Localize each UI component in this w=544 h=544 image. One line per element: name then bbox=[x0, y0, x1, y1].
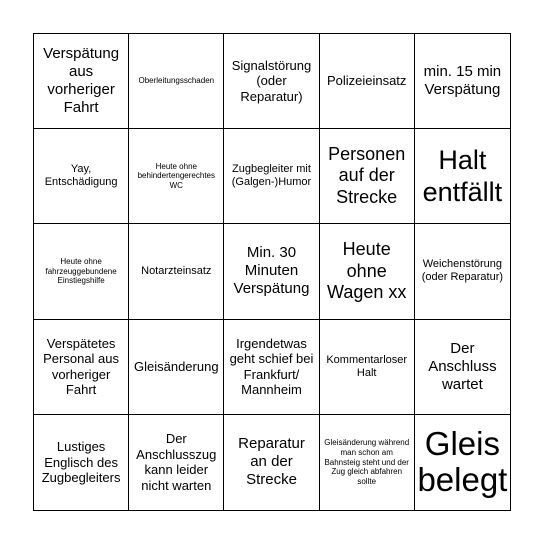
bingo-cell[interactable]: Polizeieinsatz bbox=[320, 34, 415, 129]
bingo-cell[interactable]: Der Anschluss wartet bbox=[415, 320, 510, 415]
bingo-cell[interactable]: Heute ohne fahrzeuggebundene Einstiegshilfe bbox=[34, 224, 129, 319]
bingo-cell[interactable]: Notarzteinsatz bbox=[129, 224, 224, 319]
bingo-cell[interactable]: Irgendetwas geht schief bei Frankfurt/ Mannheim bbox=[224, 320, 319, 415]
bingo-cell[interactable]: Personen auf der Strecke bbox=[320, 129, 415, 224]
bingo-cell[interactable]: Kommentarloser Halt bbox=[320, 320, 415, 415]
bingo-cell[interactable]: Oberleitungsschaden bbox=[129, 34, 224, 129]
bingo-cell[interactable]: min. 15 min Verspätung bbox=[415, 34, 510, 129]
bingo-cell[interactable]: Heute ohne Wagen xx bbox=[320, 224, 415, 319]
bingo-cell[interactable]: Gleisänderung bbox=[129, 320, 224, 415]
bingo-cell[interactable]: Weichenstörung (oder Reparatur) bbox=[415, 224, 510, 319]
bingo-cell[interactable]: Verspätung aus vorheriger Fahrt bbox=[34, 34, 129, 129]
bingo-cell[interactable]: Der Anschlusszug kann leider nicht warten bbox=[129, 415, 224, 510]
bingo-board bbox=[33, 33, 511, 511]
bingo-cell[interactable]: Min. 30 Minuten Verspätung bbox=[224, 224, 319, 319]
bingo-cell[interactable]: Yay, Entschädigung bbox=[34, 129, 129, 224]
bingo-cell[interactable]: Reparatur an der Strecke bbox=[224, 415, 319, 510]
bingo-cell[interactable]: Signalstörung (oder Reparatur) bbox=[224, 34, 319, 129]
bingo-cell[interactable]: Lustiges Englisch des Zugbegleiters bbox=[34, 415, 129, 510]
bingo-cell[interactable]: Zugbegleiter mit (Galgen-)Humor bbox=[224, 129, 319, 224]
bingo-cell[interactable]: Gleisänderung während man schon am Bahnsteig steht und der Zug gleich abfahren sollte bbox=[320, 415, 415, 510]
bingo-cell[interactable]: Gleis belegt bbox=[417, 425, 508, 499]
bingo-cell[interactable]: Heute ohne behindertengerechtes WC bbox=[129, 129, 224, 224]
bingo-cell[interactable]: Verspätetes Personal aus vorheriger Fahrt bbox=[34, 320, 129, 415]
bingo-cell[interactable]: Halt entfällt bbox=[415, 129, 510, 224]
